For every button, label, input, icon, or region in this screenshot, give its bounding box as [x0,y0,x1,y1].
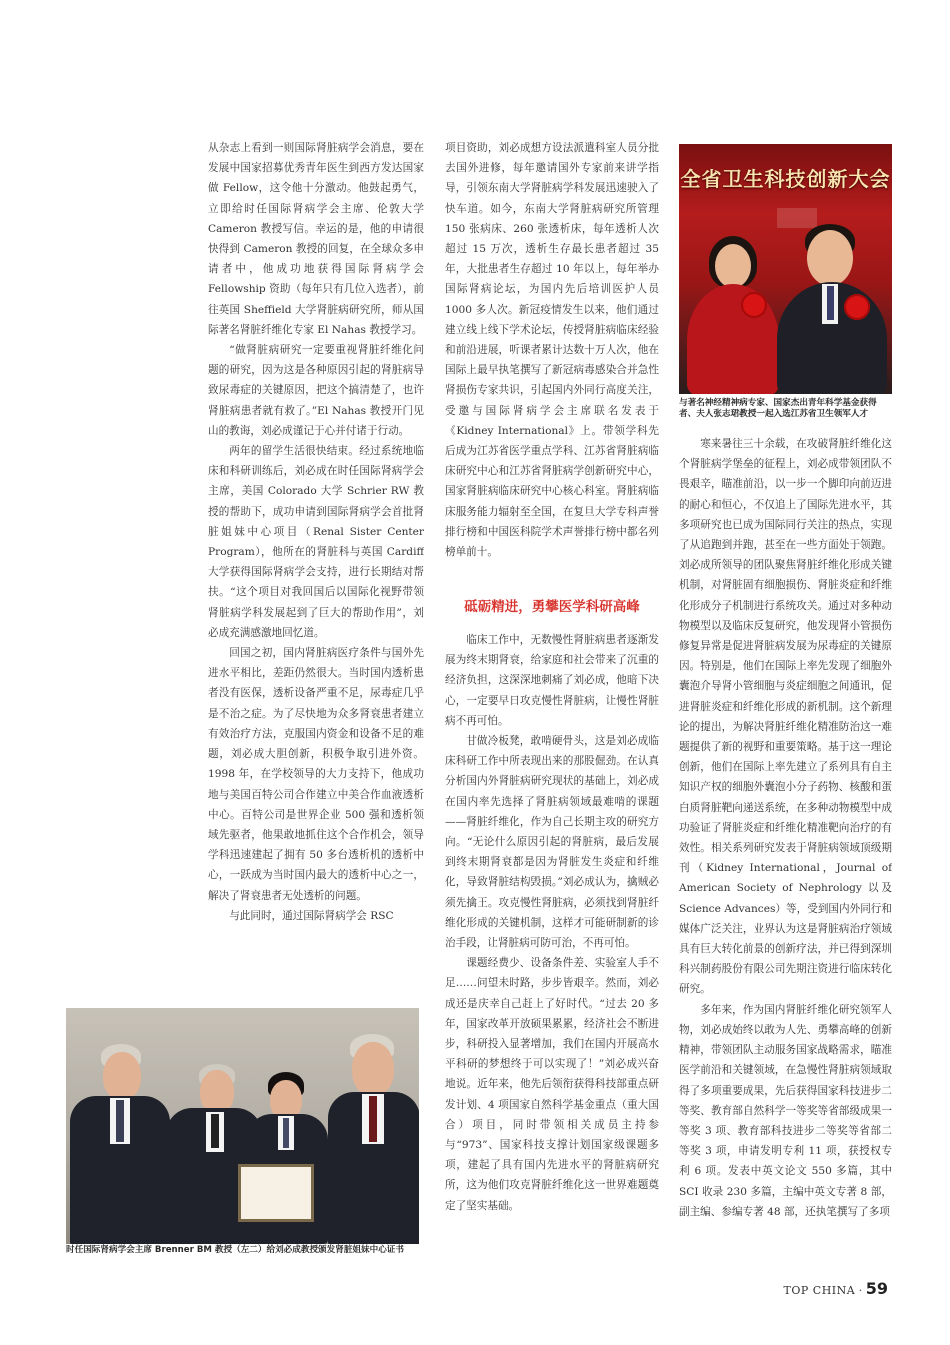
page-folio [784,1278,888,1300]
article-column-2-lower [445,630,659,1265]
banner-sign [777,208,817,228]
tie [827,286,834,320]
tie [369,1096,377,1142]
face [103,1052,141,1100]
folio-separator: · [858,1284,863,1297]
article-column-1 [208,138,424,980]
article-column-3 [679,434,892,1266]
paragraph: 课题经费少、设备条件差、实验室人手不足……问望未时路，步步皆艰辛。然而，刘必成还是庆幸自己赶上了好时代。“过去 20 多年，国家改革开放硕果累累，经济社会不断进步，科研投入显著增加，我们在国内开展高水平科研的梦想终于可以实现了！”刘必成兴奋地说。近年来，他先后领衔获得科技部重点研发计划、4 项国家自然科学基金重点（重大国合）项目，同时带领相关成员主持参与“973”、国家科技支撑计划国家级课题多项，建起了具有国内先进水平的肾脏病研究所，这为他们攻克肾脏纤维化这一世界难题奠定了坚实基础。 [445,957,659,1212]
tie [116,1100,124,1142]
photo-caption: 时任国际肾病学会主席 Brenner BM 教授（左二）给刘必成教授颁发肾脏姐妹中心证书 [66,1245,404,1255]
photo-caption: 与著名神经精神病专家、国家杰出青年科学基金获得者、夫人张志珺教授一起入选江苏省卫生领军人才 [679,398,877,419]
tie [283,1118,289,1148]
tie [211,1114,219,1148]
paragraph: 从杂志上看到一则国际肾脏病学会消息，要在发展中国家招募优秀青年医生到西方发达国家做 Fellow，这令他十分激动。他鼓起勇气，立即给时任国际肾病学会主席、伦敦大学 Cameron 教授写信。幸运的是，他的申请很快得到 Cameron 教授的回复，在全球众多申请者中，他成功地获得国际肾病学会 Fellowship 资助（每年只有几位入选者），前往英国 Sheffield 大学肾脏病研究所，师从国际著名肾脏纤维化专家 El Nahas 教授学习。 [208,142,424,336]
paragraph: 项目资助，刘必成想方设法派遣科室人员分批去国外进修，每年邀请国外专家前来讲学指导，引领东南大学肾脏病学科发展迅速驶入了快车道。如今，东南大学肾脏病研究所管理 150 张病床、260 张透析床，每年透析人次超过 15 万次，透析生存最长患者超过 35 年，大批患者生存超过 10 年以上，每年举办国际肾病论坛，为国内先后培训医护人员 1000 多人次。新冠疫情发生以来，他们通过建立线上线下学术论坛，传授肾脏病临床经验和前沿进展，听课者累计达数十万人次，他在国际上最早执笔撰写了新冠病毒感染合并急性肾损伤专家共识，引起国内外同行高度关注，受邀与国际肾病学会主席联名发表于《Kidney International》上。带领学科先后成为江苏省医学重点学科、江苏省肾脏病临床研究中心和江苏省肾脏病学创新研究中心，国家肾脏病临床研究中心核心科室。肾脏病临床服务能力辐射至全国，在复旦大学专科声誉排行榜和中国医科院学术声誉排行榜中都名列榜单前十。 [445,142,659,559]
paragraph: 两年的留学生活很快结束。经过系统地临床和科研训练后，刘必成在时任国际肾病学会主席，美国 Colorado 大学 Schrier RW 教授的帮助下，成功申请到国际肾病学会首批肾脏姐妹中心项目（Renal Sister Center Program），他所在的肾脏科与英国 Cardiff 大学获得国际肾病学会支持，进行长期结对帮扶。“这个项目对我回国后以国际化视野带领肾脏病学科发展起到了巨大的帮助作用”，刘必成充满感激地回忆道。 [208,445,424,639]
award-ceremony-photo [679,144,892,394]
paragraph: 与此同时，通过国际肾病学会 RSC [229,909,394,922]
article-column-2 [445,138,659,590]
face [352,1042,394,1096]
paragraph: 临床工作中，无数慢性肾脏病患者逐渐发展为终末期肾衰，给家庭和社会带来了沉重的经济负担，这深深地刺痛了刘必成，他暗下决心，一定要早日攻克慢性肾脏病，让慢性肾脏病不再可怕。 [445,634,659,727]
paragraph: 多年来，作为国内肾脏纤维化研究领军人物，刘必成始终以敢为人先、勇攀高峰的创新精神，带领团队主动服务国家战略需求，瞄准医学前沿和关键领域，在急慢性肾脏病领域取得了多项重要成果，先后获得国家科技进步二等奖、教育部自然科学一等奖等省部级成果一等奖 3 项、教育部科技进步二等奖等省部二等奖 3 项，申请发明专利 11 项，获授权专利 6 项。发表中英文论文 550 多篇，其中 SCI 收录 230 多篇，主编中英文专著 8 部，副主编、参编专著 48 部，还执笔撰写了多项 [679,1003,892,1218]
photo-banner-text: 全省卫生科技创新大会 [680,167,891,191]
magazine-name: TOP CHINA [783,1284,856,1297]
certificate-photo [66,1008,419,1244]
paragraph: 回国之初，国内肾脏病医疗条件与国外先进水平相比，差距仍然很大。当时国内透析患者没有医保，透析设备严重不足，尿毒症几乎是不治之症。为了尽快地为众多肾衰患者建立有效治疗方法，克服国内资金和设备不足的难题，刘必成大胆创新，积极争取引进外资。1998 年，在学校领导的大力支持下，他成功地与美国百特公司合作建立中美合作血液透析中心。百特公司是世界企业 500 强和透析领域先驱者，他果敢地抓住这个合作机会，领导学科迅速建起了拥有 50 多台透析机的透析中心，一跃成为当时国内最大的透析中心之一，解决了肾衰患者无处透析的问题。 [208,647,424,902]
paragraph: 甘做冷板凳，敢啃硬骨头，这是刘必成临床科研工作中所表现出来的那股倔劲。在认真分析国内外肾脏病研究现状的基础上，刘必成在国内率先选择了肾脏病领域最难啃的课题——肾脏纤维化，作为自己长期主攻的研究方向。“无论什么原因引起的肾脏病，最后发展到终末期肾衰都是因为肾脏发生炎症和纤维化，导致肾脏结构毁损。”刘必成认为，擒贼必须先擒王。攻克慢性肾脏病，必须找到肾脏纤维化形成的关键机制，这样才可能研制新的诊治手段，让肾脏病可防可治，不再可怕。 [445,735,659,950]
face [715,244,751,288]
corsage-flower [741,292,767,318]
paragraph: “做肾脏病研究一定要重视肾脏纤维化问题的研究，因为这是各种原因引起的肾脏病导致尿毒症的关键原因，把这个搞清楚了，也许肾脏病患者就有救了。”El Nahas 教授开门见山的教诲，刘必成谨记于心并付诸于行动。 [208,344,424,437]
face [807,230,853,286]
certificate [238,1164,314,1222]
corsage-flower [844,294,870,320]
page-number: 59 [865,1279,888,1298]
section-heading: 砥砺精进，勇攀医学科研高峰 [464,599,640,615]
paragraph: 寒来暑往三十余载，在攻破肾脏纤维化这个肾脏病学堡垒的征程上，刘必成带领团队不畏艰辛，瞄准前沿，以一步一个脚印向前迈进的耐心和恒心，不仅追上了国际先进水平，其多项研究也已成为国际同行关注的热点，实现了从追跑到并跑，甚至在一些方面处于领跑。刘必成所领导的团队聚焦肾脏纤维化形成关键机制，对肾脏固有细胞损伤、肾脏炎症和纤维化形成分子机制进行系统攻关。通过对多种动物模型以及临床反复研究，他发现肾小管损伤修复异常是促进肾脏病发展为尿毒症的关键原因。特别是，他们在国际上率先发现了细胞外囊泡介导肾小管细胞与炎症细胞之间通讯，促进肾脏炎症和纤维化形成的新机制。这个新理论的提出，为解决肾脏纤维化精准防治这一难题提供了新的视野和重要策略。基于这一理论创新，他们在国际上率先建立了系列具有自主知识产权的细胞外囊泡小分子药物、核酸和蛋白质肾脏靶向递送系统，在多种动物模型中成功验证了肾脏炎症和纤维化精准靶向治疗的有效性。相关系列研究发表于肾脏病领域顶级期刊（Kidney International，Journal of American Society of Nephrology 以及 Science Advances）等，受到国内外同行和媒体广泛关注，业界认为这是肾脏病治疗领域具有巨大转化前景的创新疗法，并已得到深圳科兴制药股份有限公司先期注资进行临床转化研究。 [679,438,892,996]
